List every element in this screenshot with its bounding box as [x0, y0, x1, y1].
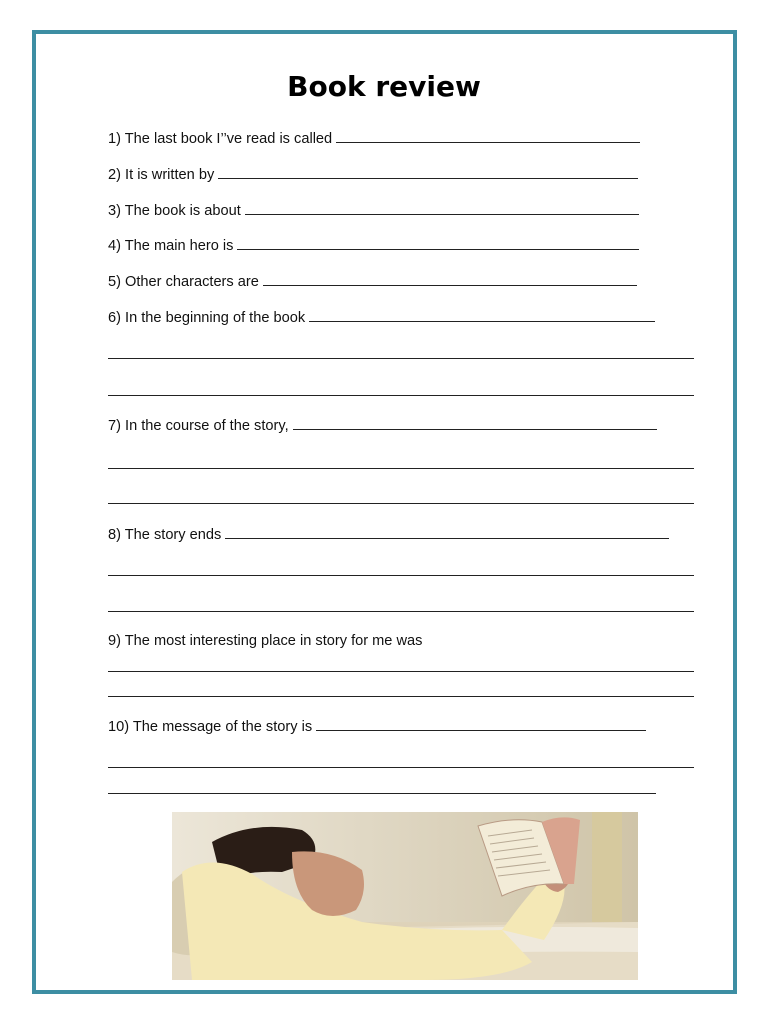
- answer-line-9a[interactable]: [108, 671, 694, 672]
- question-8: [108, 523, 669, 543]
- answer-line-9b[interactable]: [108, 696, 694, 697]
- question-5-label: 5) Other characters are: [108, 274, 259, 290]
- question-5: [108, 270, 637, 290]
- answer-blank-6[interactable]: [309, 306, 655, 322]
- question-7: [108, 414, 657, 434]
- answer-line-6b[interactable]: [108, 395, 694, 396]
- answer-line-7b[interactable]: [108, 503, 694, 504]
- question-10: [108, 715, 646, 735]
- question-3-label: 3) The book is about: [108, 203, 241, 219]
- question-1-label: 1) The last book I’’ve read is called: [108, 131, 333, 147]
- answer-blank-10[interactable]: [316, 715, 646, 731]
- answer-blank-3[interactable]: [245, 199, 639, 215]
- answer-blank-8[interactable]: [225, 523, 669, 539]
- question-6-label: 6) In the beginning of the book: [108, 310, 306, 326]
- answer-blank-7[interactable]: [293, 414, 657, 430]
- answer-line-10a[interactable]: [108, 767, 694, 768]
- answer-line-8b[interactable]: [108, 611, 694, 612]
- answer-line-10b[interactable]: [108, 793, 656, 794]
- answer-blank-1[interactable]: [336, 127, 640, 143]
- question-1: [108, 127, 640, 147]
- answer-line-8a[interactable]: [108, 575, 694, 576]
- question-2-label: 2) It is written by: [108, 167, 215, 183]
- question-4: [108, 234, 639, 254]
- question-2: [108, 163, 638, 183]
- woman-reading-illustration: [172, 812, 638, 980]
- answer-blank-2[interactable]: [218, 163, 638, 179]
- question-6: [108, 306, 655, 326]
- answer-blank-4[interactable]: [237, 234, 639, 250]
- question-9-label: 9) The most interesting place in story for me was: [108, 633, 423, 649]
- question-9: [108, 631, 422, 651]
- page-title: Book review: [287, 70, 481, 103]
- answer-line-6a[interactable]: [108, 358, 694, 359]
- question-7-label: 7) In the course of the story,: [108, 418, 289, 434]
- answer-blank-5[interactable]: [263, 270, 637, 286]
- answer-line-7a[interactable]: [108, 468, 694, 469]
- question-3: [108, 199, 639, 219]
- question-4-label: 4) The main hero is: [108, 238, 234, 254]
- question-10-label: 10) The message of the story is: [108, 719, 313, 735]
- question-8-label: 8) The story ends: [108, 527, 222, 543]
